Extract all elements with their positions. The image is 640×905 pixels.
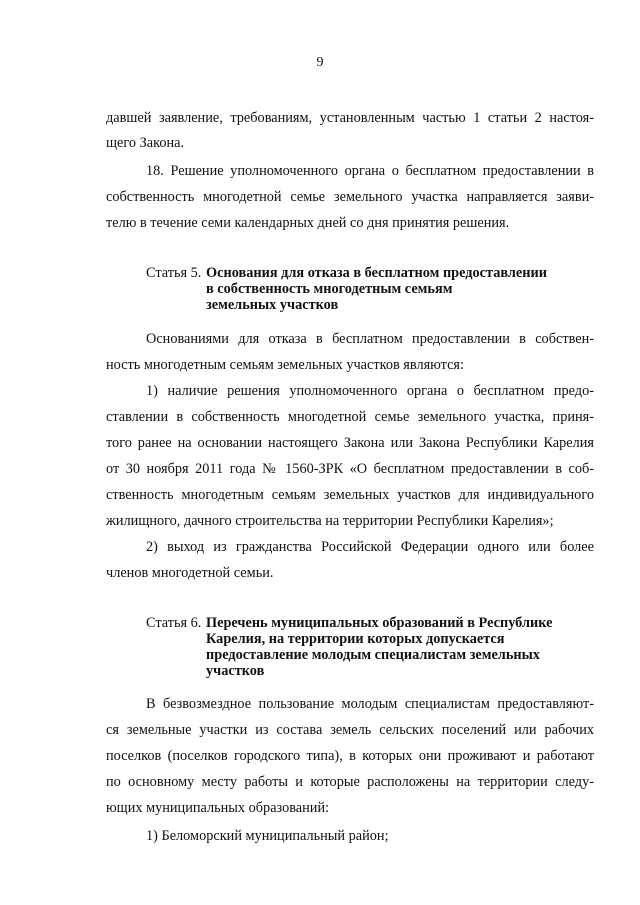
- article-6-title-line: Перечень муниципальных образований в Республике: [206, 615, 553, 631]
- article-5-title-line: земельных участков: [206, 297, 339, 313]
- list-item-line: 1) Беломорский муниципальный район;: [146, 828, 389, 844]
- article-5-label: Статья 5.: [146, 265, 202, 281]
- list-item-line: членов многодетной семьи.: [106, 565, 274, 581]
- page-number: 9: [316, 55, 324, 70]
- article-5-title-line: в собственность многодетным семьям: [206, 281, 453, 297]
- paragraph-line: ность многодетным семьям земельных участков являются:: [106, 357, 464, 373]
- article-6-title: [206, 615, 552, 679]
- list-item-line: того ранее на основании настоящего Закона или Закона Республики Карелия: [106, 435, 594, 451]
- paragraph-line: телю в течение семи календарных дней со дня принятия решения.: [106, 215, 510, 231]
- paragraph-line: щего Закона.: [106, 135, 185, 151]
- article-6-label: Статья 6.: [146, 615, 202, 631]
- article-6-title-line: предоставление молодым специалистам земельных: [206, 647, 540, 663]
- list-item-line: от 30 ноября 2011 года № 1560-ЗРК «О бесплатном предоставлении в соб-: [106, 461, 594, 477]
- article-6-title-line: Карелия, на территории которых допускается: [206, 631, 505, 647]
- paragraph-line: В безвозмездное пользование молодым специалистам предоставляют-: [146, 696, 594, 712]
- paragraph-line: Основаниями для отказа в бесплатном предоставлении в собствен-: [146, 331, 594, 347]
- paragraph-line: давшей заявление, требованиям, установленным частью 1 статьи 2 настоя-: [106, 110, 594, 126]
- list-item-line: 2) выход из гражданства Российской Федерации одного или более: [146, 539, 594, 555]
- paragraph-line: 18. Решение уполномоченного органа о бесплатном предоставлении в: [146, 163, 594, 179]
- paragraph-line: ющих муниципальных образований:: [106, 800, 330, 816]
- article-5-title-line: Основания для отказа в бесплатном предоставлении: [206, 265, 547, 281]
- paragraph-line: по основному месту работы и которые расположены на территории следу-: [106, 774, 594, 790]
- list-item-line: жилищного, дачного строительства на территории Республики Карелия»;: [106, 513, 554, 529]
- paragraph-line: поселков (поселков городского типа), в которых они проживают и работают: [106, 748, 594, 764]
- article-6-title-line: участков: [206, 663, 265, 679]
- article-5-title: [206, 265, 547, 313]
- list-item-line: ставлении в собственность многодетной семье земельного участка, приня-: [106, 409, 594, 425]
- paragraph-line: собственность многодетной семье земельного участка направляется заяви-: [106, 189, 594, 205]
- list-item-line: ственность многодетным семьям земельных участков для индивидуального: [106, 487, 594, 503]
- paragraph-line: ся земельные участки из состава земель сельских поселений или рабочих: [106, 722, 594, 738]
- list-item-line: 1) наличие решения уполномоченного органа о бесплатном предо-: [146, 383, 594, 399]
